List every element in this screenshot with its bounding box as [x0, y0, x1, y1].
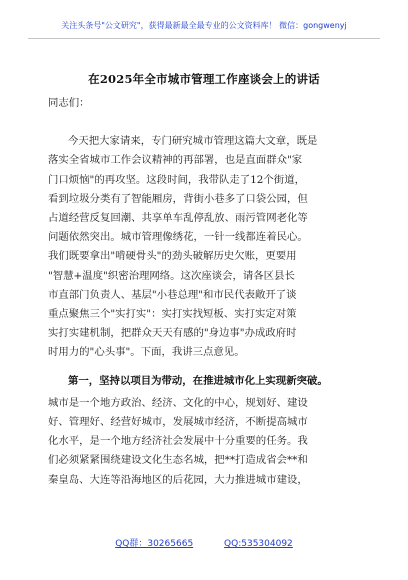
intro-line: 落实全省城市工作会议精神的再部署，也是直面群众"家 [48, 154, 303, 167]
section-line: 们必须紧紧围绕建设文化生态名城，把**打造成省会**和 [48, 454, 308, 467]
header-banner: 关注头条号"公文研究"，获得最新最全最专业的公文资料库！ 微信：gongwenyj [61, 21, 347, 30]
section-heading: 第一，坚持以项目为带动，在推进城市化上实现新突破。 [68, 374, 328, 387]
intro-line: 实打实建机制，把群众天天有感的"身边事"办成政府时 [48, 327, 297, 340]
intro-line: 占道经营反复回潮、共享单车乱停乱放、雨污管网老化等 [48, 212, 308, 225]
intro-line: 门口烦恼"的再攻坚。这段时间，我带队走了12个街道， [48, 173, 305, 186]
intro-line: 重点聚焦三个"实打实"：实打实找短板、实打实定对策 [48, 308, 297, 321]
intro-line: 我们既要拿出"啃硬骨头"的劲头破解历史欠账，更要用 [48, 250, 297, 263]
document-body [48, 94, 358, 490]
footer [0, 536, 408, 549]
section-line: 秦皇岛、大连等沿海地区的后花园，大力推进城市建设， [48, 473, 308, 486]
intro-line: 问题依然突出。城市管理像绣花，一针一线都连着民心。 [48, 231, 308, 244]
qq-group-link[interactable]: QQ群：30265665 [115, 539, 194, 549]
intro-line: "智慧+温度"织密治理网络。这次座谈会，请各区县长 [48, 269, 295, 282]
section-spacer [48, 363, 358, 372]
section-line: 好、管理好、经营好城市，发展城市经济，不断提高城市 [48, 416, 308, 429]
section-line: 化水平，是一个地方经济社会发展中十分重要的任务。我 [48, 435, 308, 448]
qq-contact-link[interactable]: QQ:535304092 [224, 539, 293, 549]
intro-line: 今天把大家请来，专门研究城市管理这篇大文章，既是 [68, 135, 318, 148]
intro-line: 市直部门负责人、基层"小巷总理"和市民代表敞开了谈 [48, 288, 297, 301]
section-line: 城市是一个地方政治、经济、文化的中心，规划好、建设 [48, 396, 308, 409]
header-divider [28, 38, 380, 39]
greeting: 同志们： [48, 97, 90, 109]
intro-line: 时用力的"心头事"。下面，我讲三点意见。 [48, 346, 245, 359]
intro-line: 看到垃圾分类有了智能厢房，背街小巷多了口袋公园，但 [48, 192, 308, 205]
document-title: 在2025年全市城市管理工作座谈会上的讲话 [88, 72, 320, 86]
